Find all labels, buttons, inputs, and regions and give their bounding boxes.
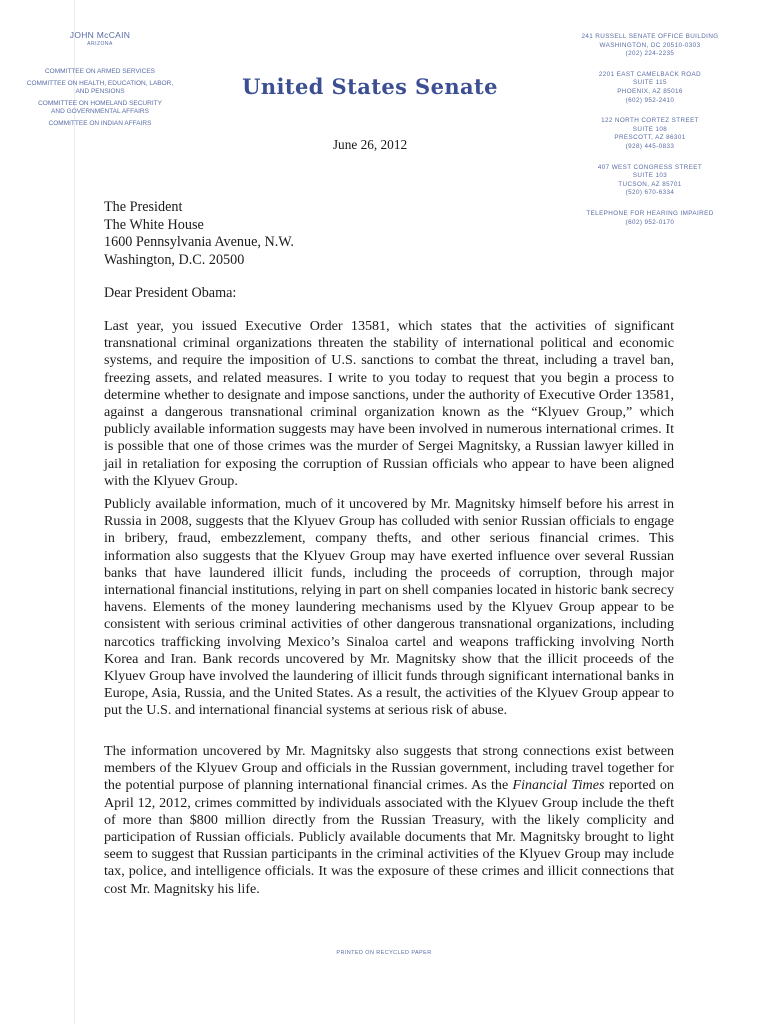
office-line: WASHINGTON, DC 20510-0303 (599, 41, 701, 49)
body-paragraph-3 (104, 743, 674, 898)
office-line: (602) 952-0170 (625, 218, 675, 226)
office-line: (928) 445-0833 (625, 142, 675, 150)
committee-item: COMMITTEE ON HEALTH, EDUCATION, LABOR, AND PENSIONS (26, 80, 174, 95)
office-line: TUCSON, AZ 85701 (618, 180, 682, 188)
address-line: 1600 Pennsylvania Avenue, N.W. (104, 234, 294, 250)
senator-state: ARIZONA (87, 41, 113, 47)
page-edge (74, 0, 75, 1024)
recipient-address (104, 199, 294, 269)
body-paragraph-1: Last year, you issued Executive Order 13581, which states that the activities of significant transnational criminal organizations threaten the stability of international political and economic systems, and require the imposition of U.S. sanctions to combat the threat, including a travel ban, freezing assets, and related measures. I write to you today to request that you begin a process to determine whether to designate and impose sanctions, under the authority of Executive Order 13581, against a dangerous transnational criminal organization known as the “Klyuev Group,” which publicly available information suggests may have been involved in numerous international crimes. It is possible that one of those crimes was the murder of Sergei Magnitsky, a Russian lawyer killed in jail in retaliation for exposing the corruption of Russian officials who appear to have been aligned with the Klyuev Group. (104, 318, 674, 489)
office-line: PRESCOTT, AZ 86301 (614, 134, 686, 142)
office-line: SUITE 115 (633, 79, 667, 87)
office-block (566, 71, 734, 105)
office-line: (520) 670-6334 (625, 189, 675, 197)
paragraph-3-text: reported on April 12, 2012, crimes committed by individuals associated with the Klyuev Group include the theft of more than $800 million directly from the Russian Treasury, with the likely complicity and participation of Russian officials. Publicly available documents that Mr. Magnitsky brought to light seem to suggest that Russian participants in the criminal activities of the Klyuev Group may include tax, police, and intelligence officials. It was the exposure of these crimes and illicit connections that cost Mr. Magnitsky his life. (104, 777, 674, 897)
senator-name: JOHN McCAIN (69, 30, 131, 40)
office-block (566, 164, 734, 198)
senate-title: United States Senate (242, 74, 498, 99)
address-line: The President (104, 199, 183, 215)
salutation: Dear President Obama: (104, 285, 237, 301)
address-line: The White House (104, 216, 204, 233)
senator-letterhead-left (12, 30, 188, 132)
paragraph-3-text: The information uncovered by Mr. Magnitsky also suggests that strong connections exist between members of the Klyuev Group and officials in the Russian government, including travel together for the potential purpose of planning international financial crimes. As the (104, 743, 674, 794)
office-line: SUITE 108 (632, 125, 668, 133)
office-line: SUITE 103 (632, 172, 668, 180)
committee-item: COMMITTEE ON HOMELAND SECURITY AND GOVERNMENTAL AFFAIRS (38, 100, 162, 115)
office-line: 2201 EAST CAMELBACK ROAD (598, 70, 702, 78)
office-line: 241 RUSSELL SENATE OFFICE BUILDING (581, 33, 719, 40)
office-line: 122 NORTH CORTEZ STREET (601, 117, 699, 125)
office-addresses (566, 33, 734, 239)
letter-date: June 26, 2012 (332, 137, 408, 152)
office-line: (602) 952-2410 (625, 96, 675, 104)
office-line: PHOENIX, AZ 85016 (617, 87, 683, 95)
letterhead-center (200, 74, 540, 153)
office-block (566, 117, 734, 151)
committee-list (12, 68, 188, 128)
office-block (566, 33, 734, 59)
publication-name: Financial Times (512, 777, 605, 794)
office-line: TELEPHONE FOR HEARING IMPAIRED (586, 209, 714, 217)
office-block (566, 210, 734, 227)
office-line: (202) 224-2235 (625, 50, 675, 58)
office-line: 407 WEST CONGRESS STREET (597, 163, 703, 171)
address-line: Washington, D.C. 20500 (104, 251, 245, 268)
recycled-paper-note: PRINTED ON RECYCLED PAPER (336, 950, 432, 956)
committee-item: COMMITTEE ON ARMED SERVICES (44, 68, 156, 75)
committee-item: COMMITTEE ON INDIAN AFFAIRS (48, 120, 152, 127)
body-paragraph-2: Publicly available information, much of it uncovered by Mr. Magnitsky himself before his arrest in Russia in 2008, suggests that the Klyuev Group has colluded with senior Russian officials to engage in bribery, fraud, embezzlement, company thefts, and other serious financial crimes. This information also suggests that the Klyuev Group may have exerted influence over several Russian banks that have laundered illicit funds, including the proceeds of corruption, through major international financial institutions, relying in part on shell companies located in historic bank secrecy havens. Elements of the money laundering mechanisms used by the Klyuev Group appear to be consistent with serious criminal activities of other dangerous transnational organizations, including narcotics trafficking involving Mexico’s Sinaloa cartel and weapons trafficking involving North Korea and Iran. Bank records uncovered by Mr. Magnitsky show that the illicit proceeds of the Klyuev Group have involved the laundering of illicit funds through significant international banks in Europe, Asia, Russia, and the United States. As a result, the activities of the Klyuev Group appear to put the U.S. and international financial systems at serious risk of abuse. (104, 496, 674, 719)
